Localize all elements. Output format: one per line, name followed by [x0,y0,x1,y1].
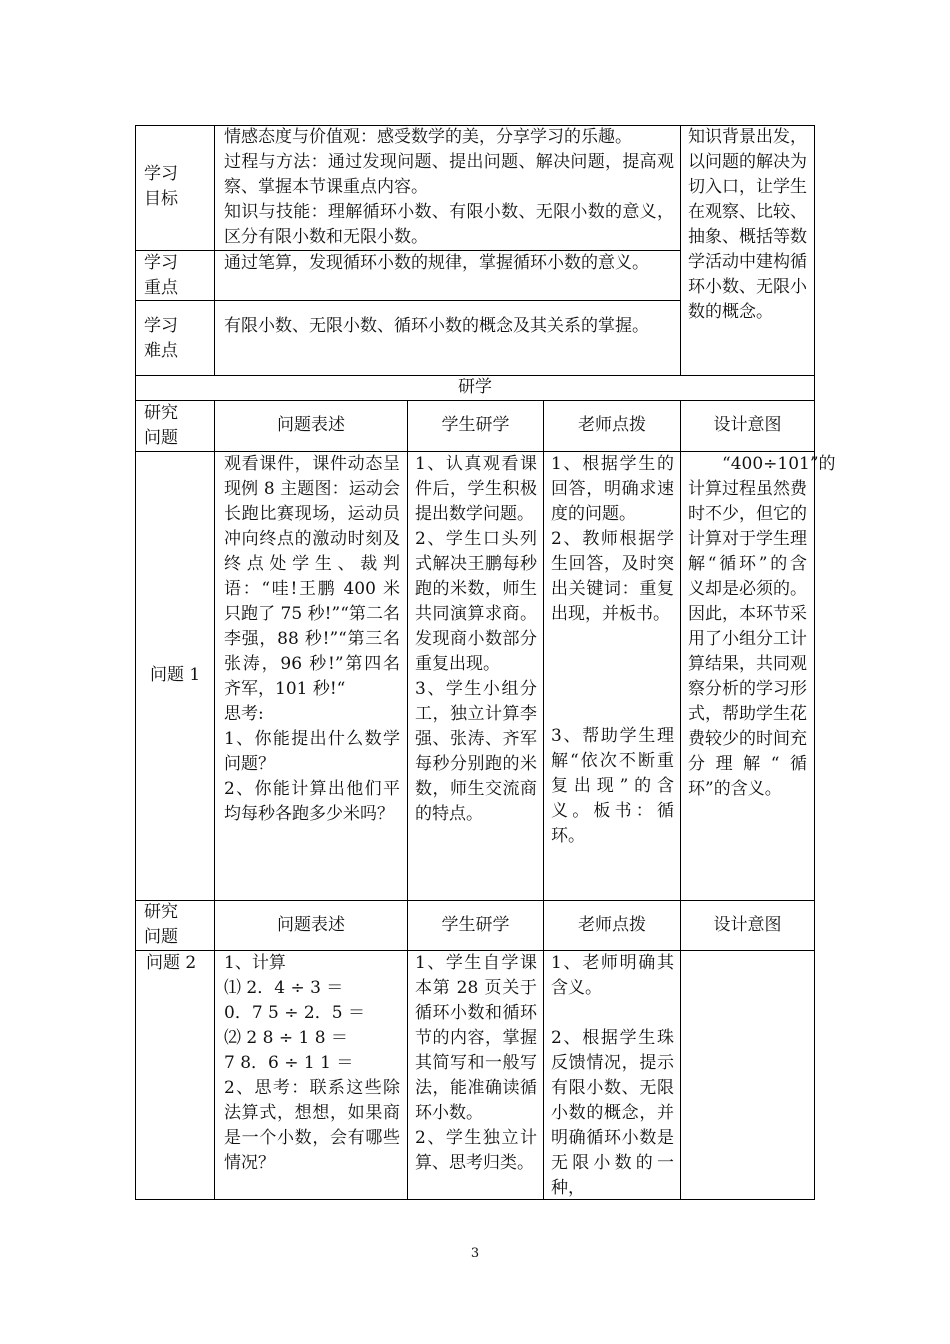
col-divider [680,400,681,1200]
q1-label: 问题 1 [150,665,201,685]
difficulties-text: 有限小数、无限小数、循环小数的概念及其关系的掌握。 [224,316,649,336]
q2-student: 1、学生自学课本第 28 页关于循环小数和循环节的内容，掌握其简写和一般写法，能准确读循环小数。 2、学生独立计算、思考归类。 [415,953,537,1173]
q1-intent: “400÷101”的计算过程虽然费时不少，但它的计算对于学生理解“循环”的含义却是必须的。因此，本环节采用了小组分工计算结果，共同观察分析的学习形式，帮助学生花费较少的时间充分理解“循环”的含义。 [688,454,836,799]
objectives-label: 学习 目标 [144,164,178,209]
key-points-label: 学习 重点 [144,253,178,298]
q1-teacher-b: 3、帮助学生理解“依次不断重复出现”的含义。板书：循环。 [551,726,674,846]
section-title: 研学 [458,377,492,397]
col-divider [407,400,408,1200]
header-statement: 问题表述 [277,415,345,435]
table-border-left [135,125,136,1200]
header-student: 学生研学 [441,915,510,935]
header-research-question: 研究 问题 [144,902,178,947]
row-divider [135,400,815,401]
header-research-question: 研究 问题 [144,403,178,448]
q1-student: 1、认真观看课件后，学生积极提出数学问题。 2、学生口头列式解决王鹏每秒跑的米数，师生共同演算求商。发现商小数部分重复出现。 3、学生小组分工，独立计算李强、张涛、齐军每秒分别跑的米数，师生交流商的特点。 [415,454,537,824]
difficulties-label: 学习 难点 [144,316,178,361]
q2-teacher-a: 1、老师明确其含义。 [551,953,674,998]
table-border-right [814,125,815,1200]
q2-statement: 1、计算 ⑴ 2．4 ÷ 3 ＝ 0．7 5 ÷ 2．5 ＝ ⑵ 2 8 ÷ 1 8 ＝ 7 8．6 ÷ 1 1 ＝ 2、思考：联系这些除法算式，想想，如果商是一个小数，会有哪些情况？ [224,953,400,1173]
side-note: 知识背景出发，以问题的解决为切入口，让学生在观察、比较、抽象、概括等数学活动中建构循环小数、无限小数的概念。 [688,127,807,322]
header-statement: 问题表述 [277,915,345,935]
objectives-text: 情感态度与价值观：感受数学的美，分享学习的乐趣。 过程与方法：通过发现问题、提出问题、解决问题，提高观察、掌握本节课重点内容。 知识与技能：理解循环小数、有限小数、无限小数的意义，区分有限小数和无限小数。 [224,127,674,247]
page-number: 3 [470,1246,480,1261]
col-divider [214,400,215,1200]
row-divider [135,900,815,901]
col-divider [680,125,681,375]
header-intent: 设计意图 [713,415,782,435]
header-teacher: 老师点拨 [578,915,646,935]
q1-teacher-a: 1、根据学生的回答，明确求速度的问题。 2、教师根据学生回答，及时突出关键词：重复出现，并板书。 [551,454,674,624]
key-points-text: 通过笔算，发现循环小数的规律，掌握循环小数的意义。 [224,253,649,273]
table-border-bottom [135,1199,815,1200]
header-teacher: 老师点拨 [578,415,646,435]
header-student: 学生研学 [441,415,510,435]
col-divider [543,400,544,1200]
row-divider [135,300,680,301]
q2-teacher-b: 2、根据学生珠反馈情况，提示有限小数、无限小数的概念，并明确循环小数是无限小数的一种， [551,1028,674,1198]
q1-statement: 观看课件，课件动态呈现例 8 主题图：运动会长跑比赛现场，运动员冲向终点的激动时刻及终点处学生、裁判语：“哇!王鹏 400 米只跑了 75 秒!”“第二名李强，88 秒!”“第三名张涛，96 秒!”第四名齐军，101 秒!“ 思考: 1、你能提出什么数学问题？ 2、你能计算出他们平均每秒各跑多少米吗？ [224,454,400,824]
header-intent: 设计意图 [713,915,782,935]
q2-label: 问题 2 [146,953,197,973]
col-divider [214,125,215,375]
